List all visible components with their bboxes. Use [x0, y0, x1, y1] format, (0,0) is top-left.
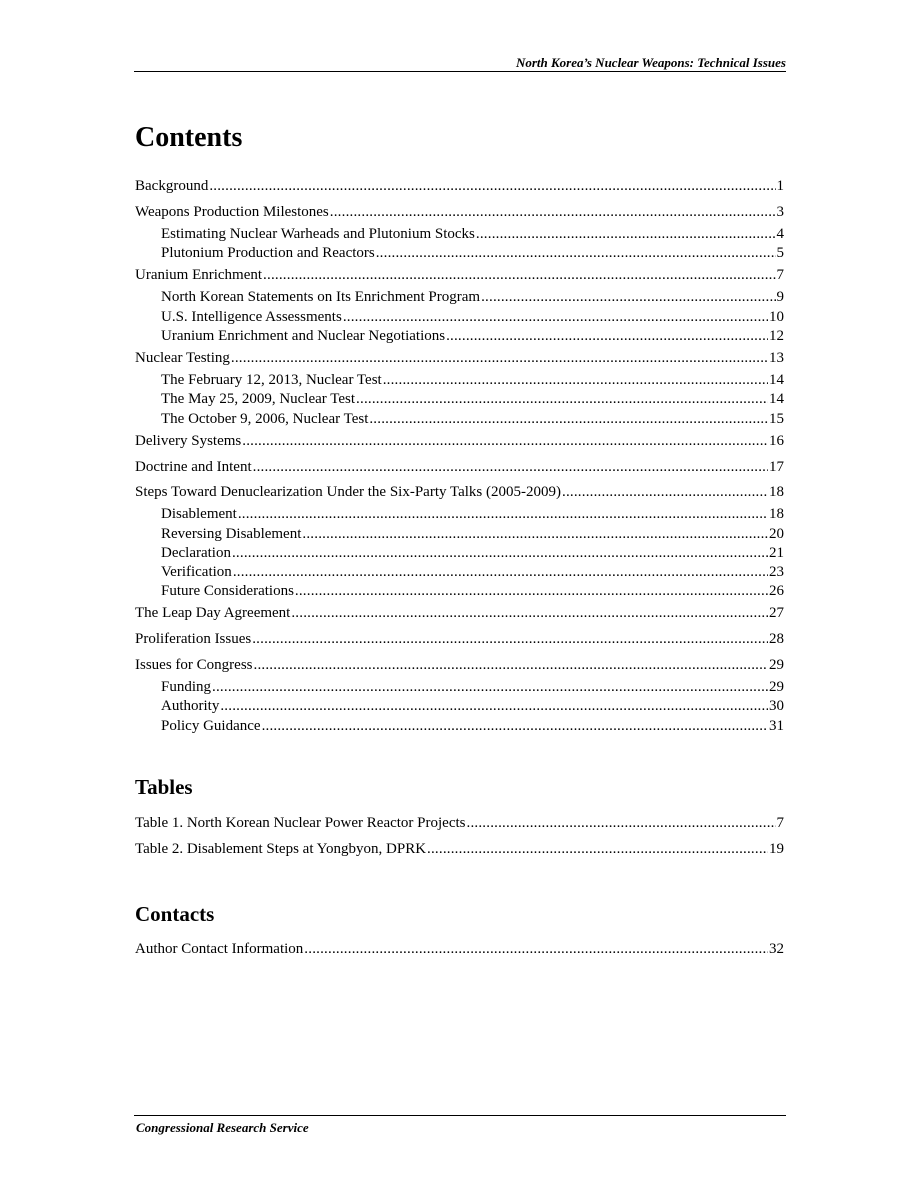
toc-entry[interactable] — [161, 696, 784, 716]
contents-heading: Contents — [135, 122, 243, 153]
toc-entry-page: 20 — [769, 526, 784, 542]
toc-entry-title: The October 9, 2006, Nuclear Test — [161, 411, 369, 427]
toc-entry[interactable] — [161, 524, 784, 544]
toc-entry-title: Author Contact Information — [135, 941, 304, 957]
dot-leader — [369, 409, 768, 429]
toc-entry-title: Plutonium Production and Reactors — [161, 245, 375, 261]
toc-entry-page: 1 — [776, 178, 784, 194]
toc-entry[interactable] — [135, 348, 784, 368]
toc-entry[interactable] — [161, 243, 784, 263]
toc-entry[interactable] — [161, 504, 784, 524]
toc-entry[interactable] — [161, 224, 784, 244]
toc-entry-title: Estimating Nuclear Warheads and Plutonium Stocks — [161, 226, 475, 242]
toc-entry[interactable] — [135, 176, 784, 196]
dot-leader — [252, 629, 768, 649]
toc-entry-page: 18 — [769, 506, 784, 522]
dot-leader — [562, 482, 768, 502]
dot-leader — [446, 326, 768, 346]
toc-entry-page: 18 — [769, 484, 784, 500]
toc-entry[interactable] — [135, 202, 784, 222]
toc-entry[interactable] — [135, 655, 784, 675]
toc-entry[interactable] — [135, 265, 784, 285]
toc-entry-page: 4 — [776, 226, 784, 242]
toc-entry-page: 29 — [769, 657, 784, 673]
toc-entry-page: 23 — [769, 564, 784, 580]
dot-leader — [330, 202, 776, 222]
dot-leader — [427, 839, 768, 859]
header-rule — [134, 71, 786, 72]
dot-leader — [263, 265, 775, 285]
toc-entry-page: 14 — [769, 391, 784, 407]
toc-entry[interactable] — [161, 326, 784, 346]
toc-entry-page: 5 — [776, 245, 784, 261]
toc-entry-page: 10 — [769, 309, 784, 325]
toc-entry-title: Table 1. North Korean Nuclear Power Reactor Projects — [135, 815, 466, 831]
contacts-heading: Contacts — [135, 902, 215, 926]
toc-entry-page: 15 — [769, 411, 784, 427]
toc-entry-page: 28 — [769, 631, 784, 647]
dot-leader — [232, 543, 768, 563]
toc-entry-title: The May 25, 2009, Nuclear Test — [161, 391, 356, 407]
dot-leader — [356, 389, 768, 409]
toc-entry-page: 13 — [769, 350, 784, 366]
toc-entry[interactable] — [135, 629, 784, 649]
toc-entry-title: Steps Toward Denuclearization Under the Six-Party Talks (2005-2009) — [135, 484, 561, 500]
toc-entry[interactable] — [161, 543, 784, 563]
toc-entry[interactable] — [161, 389, 784, 409]
toc-entry-page: 19 — [769, 841, 784, 857]
toc-entry[interactable] — [161, 307, 784, 327]
toc-entry-title: Issues for Congress — [135, 657, 253, 673]
toc-entry-title: Background — [135, 178, 209, 194]
toc-entry-page: 29 — [769, 679, 784, 695]
toc-entry[interactable] — [135, 603, 784, 623]
toc-entry-title: Delivery Systems — [135, 433, 242, 449]
dot-leader — [304, 939, 768, 959]
toc-entry-title: The Leap Day Agreement — [135, 605, 291, 621]
toc-entry-title: Uranium Enrichment and Nuclear Negotiations — [161, 328, 446, 344]
dot-leader — [376, 243, 776, 263]
toc-entry[interactable] — [161, 562, 784, 582]
toc-entry-title: Doctrine and Intent — [135, 459, 252, 475]
toc-entry-title: Authority — [161, 698, 220, 714]
toc-entry-title: Declaration — [161, 545, 231, 561]
toc-entry-title: Table 2. Disablement Steps at Yongbyon, DPRK — [135, 841, 427, 857]
dot-leader — [242, 431, 768, 451]
dot-leader — [262, 716, 768, 736]
toc-entry-page: 31 — [769, 718, 784, 734]
dot-leader — [238, 504, 768, 524]
tables-heading: Tables — [135, 775, 193, 799]
footer-rule — [134, 1115, 786, 1116]
toc-entry-page: 16 — [769, 433, 784, 449]
toc-entry-title: Nuclear Testing — [135, 350, 230, 366]
dot-leader — [220, 696, 768, 716]
toc-entry-title: Funding — [161, 679, 212, 695]
toc-entry-page: 27 — [769, 605, 784, 621]
toc-entry-title: Reversing Disablement — [161, 526, 302, 542]
dot-leader — [291, 603, 768, 623]
dot-leader — [476, 224, 776, 244]
toc-entry-title: Policy Guidance — [161, 718, 261, 734]
dot-leader — [383, 370, 768, 390]
dot-leader — [233, 562, 768, 582]
dot-leader — [254, 655, 769, 675]
toc-entry-page: 30 — [769, 698, 784, 714]
dot-leader — [209, 176, 775, 196]
dot-leader — [212, 677, 768, 697]
toc-entry[interactable] — [161, 716, 784, 736]
dot-leader — [481, 287, 775, 307]
toc-entry-title: U.S. Intelligence Assessments — [161, 309, 342, 325]
dot-leader — [467, 813, 776, 833]
dot-leader — [253, 457, 768, 477]
toc-entry-page: 7 — [776, 815, 784, 831]
toc-entry[interactable] — [161, 409, 784, 429]
toc-entry[interactable] — [161, 370, 784, 390]
toc-entry-page: 9 — [776, 289, 784, 305]
dot-leader — [302, 524, 768, 544]
toc-entry-title: Verification — [161, 564, 232, 580]
toc-entry[interactable] — [135, 457, 784, 477]
toc-entry[interactable] — [135, 813, 784, 833]
running-title: North Korea’s Nuclear Weapons: Technical Issues — [515, 55, 786, 70]
dot-leader — [295, 581, 768, 601]
toc-entry-page: 12 — [769, 328, 784, 344]
toc-entry-page: 26 — [769, 583, 784, 599]
footer-organization: Congressional Research Service — [136, 1120, 309, 1135]
toc-entry-page: 17 — [769, 459, 784, 475]
toc-entry[interactable] — [135, 939, 784, 959]
dot-leader — [231, 348, 768, 368]
toc-entry-title: Uranium Enrichment — [135, 267, 263, 283]
toc-entry-title: Weapons Production Milestones — [135, 204, 329, 220]
toc-entry-title: Disablement — [161, 506, 237, 522]
toc-entry-page: 3 — [776, 204, 784, 220]
toc-entry[interactable] — [135, 839, 784, 859]
toc-entry-page: 7 — [776, 267, 784, 283]
dot-leader — [343, 307, 768, 327]
toc-entry[interactable] — [161, 677, 784, 697]
toc-entry[interactable] — [161, 287, 784, 307]
toc-entry-page: 21 — [769, 545, 784, 561]
toc-entry-page: 14 — [769, 372, 784, 388]
toc-entry-title: Proliferation Issues — [135, 631, 252, 647]
toc-entry[interactable] — [135, 482, 784, 502]
toc-entry-title: North Korean Statements on Its Enrichment Program — [161, 289, 481, 305]
toc-entry-title: Future Considerations — [161, 583, 294, 599]
toc-entry[interactable] — [135, 431, 784, 451]
toc-entry-page: 32 — [769, 941, 784, 957]
toc-entry-title: The February 12, 2013, Nuclear Test — [161, 372, 382, 388]
toc-entry[interactable] — [161, 581, 784, 601]
